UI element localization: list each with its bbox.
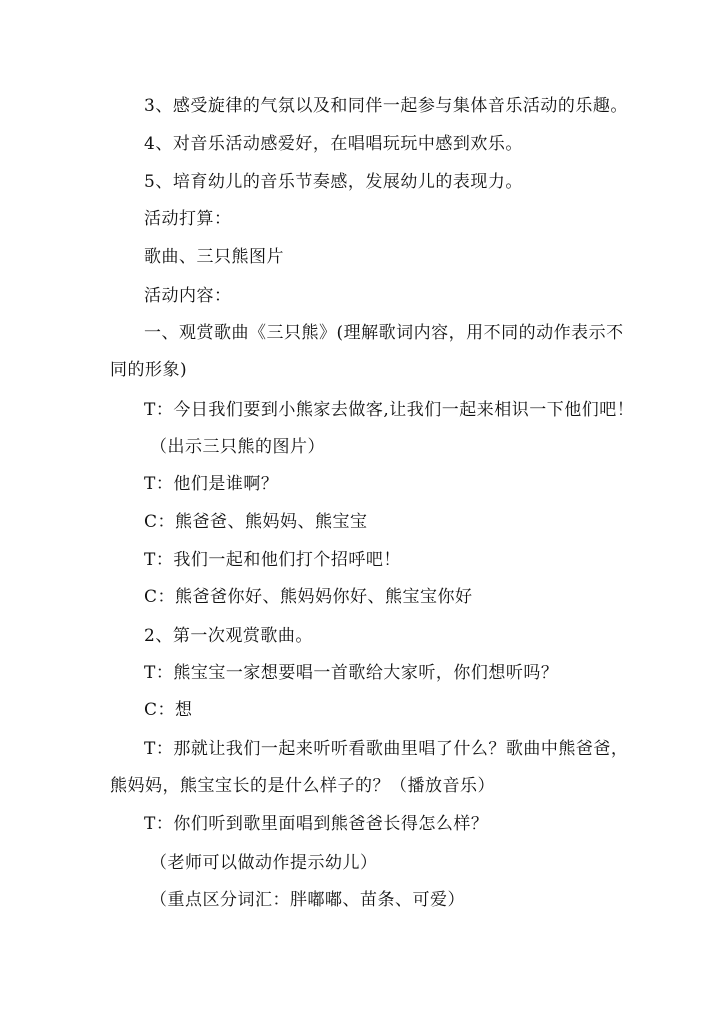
dialogue-line: T：那就让我们一起来听听看歌曲里唱了什么？歌曲中熊爸爸，: [144, 739, 629, 759]
dialogue-line: T：我们一起和他们打个招呼吧！: [144, 550, 401, 570]
paragraph-continuation: 同的形象): [110, 360, 188, 380]
stage-direction: （重点区分词汇：胖嘟嘟、苗条、可爱）: [150, 890, 465, 910]
paragraph: 5、培育幼儿的音乐节奏感，发展幼儿的表现力。: [144, 172, 523, 192]
dialogue-line: T：你们听到歌里面唱到熊爸爸长得怎么样？: [144, 814, 489, 834]
stage-direction: （出示三只熊的图片）: [150, 437, 325, 457]
dialogue-line: T：熊宝宝一家想要唱一首歌给大家听，你们想听吗？: [144, 663, 559, 683]
paragraph: 一、观赏歌曲《三只熊》(理解歌词内容，用不同的动作表示不: [144, 323, 624, 343]
dialogue-line: C：想: [144, 700, 193, 720]
section-heading: 活动内容：: [144, 286, 232, 306]
stage-direction: （老师可以做动作提示幼儿）: [150, 853, 378, 873]
dialogue-line: T：他们是谁啊？: [144, 474, 279, 494]
dialogue-line: C：熊爸爸、熊妈妈、熊宝宝: [144, 512, 368, 532]
paragraph: 4、对音乐活动感爱好，在唱唱玩玩中感到欢乐。: [144, 134, 523, 154]
paragraph: 歌曲、三只熊图片: [144, 247, 284, 267]
section-heading: 活动打算：: [144, 209, 232, 229]
paragraph: 2、第一次观赏歌曲。: [144, 626, 313, 646]
dialogue-line: C：熊爸爸你好、熊妈妈你好、熊宝宝你好: [144, 587, 473, 607]
paragraph: 3、感受旋律的气氛以及和同伴一起参与集体音乐活动的乐趣。: [144, 96, 628, 116]
dialogue-line: T：今日我们要到小熊家去做客,让我们一起来相识一下他们吧！: [144, 400, 635, 420]
paragraph-continuation: 熊妈妈，熊宝宝长的是什么样子的？（播放音乐）: [110, 776, 495, 796]
